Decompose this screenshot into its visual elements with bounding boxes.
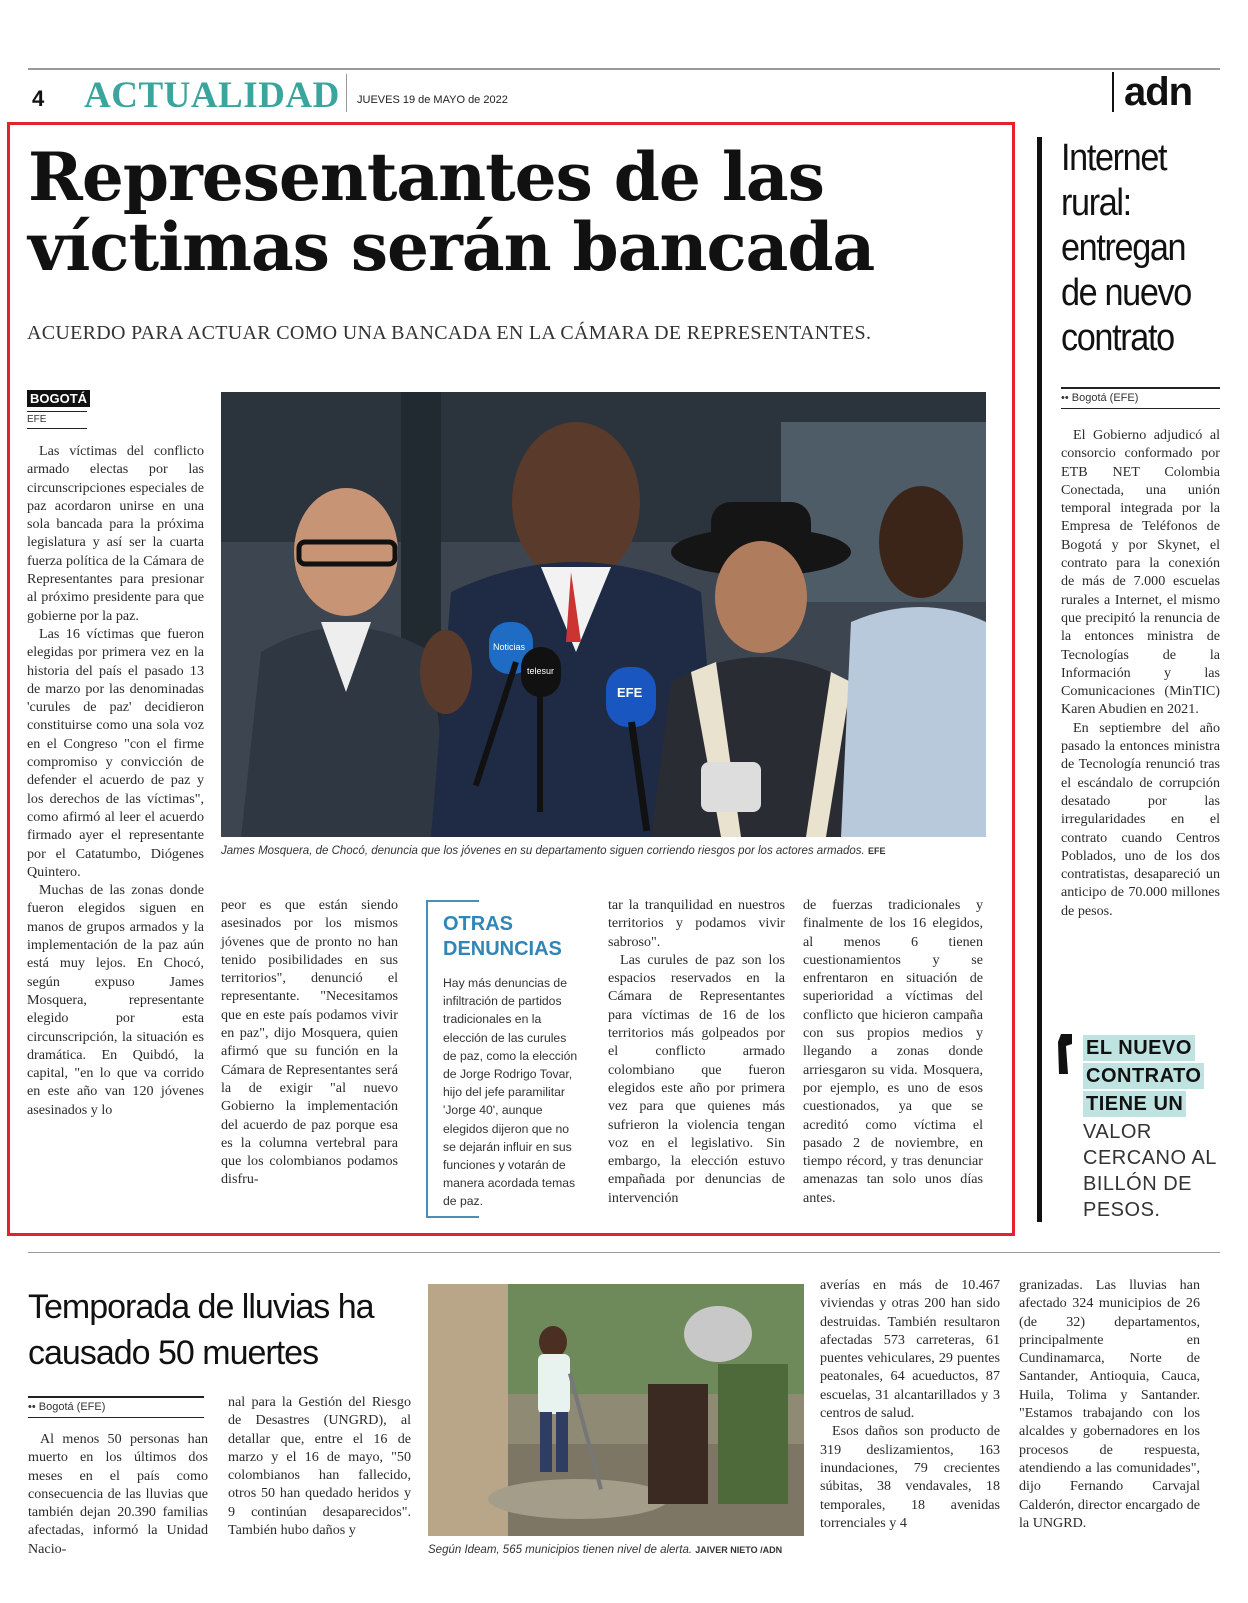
sidebar-rule (1037, 137, 1042, 1222)
dateline-source: EFE (27, 414, 47, 425)
page-number: 4 (32, 86, 45, 111)
paragraph: Esos daños son producto de 319 deslizamientos, 163 inundaciones, 79 crecientes súbitas, 38 vendavales, 18 temporales, 18 avenidas torrenciales y 4 (820, 1423, 1000, 1531)
lower-photo-caption (428, 1544, 804, 1556)
paragraph: El Gobierno adjudicó al consorcio conformado por ETB NET Colombia Conectada, una unión temporal integrada por la Empresa de Teléfonos de Bogotá y por Skynet, el contrato para la conexión de más de 7.000 escuelas rurales a Internet, el mismo que precipitó la renuncia de la entonces ministra de Tecnologías de la Información y las Comunicaciones (MinTIC) Karen Abudien en 2021. (1061, 427, 1220, 718)
main-column-4 (608, 896, 785, 1207)
paragraph: Muchas de las zonas donde fueron elegidos siguen en manos de grupos armados y la implementación de la paz aún está muy lejos. En Chocó, según expuso James Mosquera, representante elegido por esta circunscripción, la situación es dramática. En Quibdó, la capital, "en lo que va corrido en este año van 120 jóvenes asesinados y lo (27, 882, 204, 1118)
photo-credit: JAIVER NIETO /ADN (695, 1545, 783, 1555)
paragraph: granizadas. Las lluvias han afectado 324 municipios de 26 (de 32) departamentos, principalmente en Cundinamarca, Norte de Santander, Antioquia, Cauca, Huila, Tolima y Santander. "Estamos trabajando con los alcaldes y gobernadores en los procesos de respuesta, atendiendo a las comunidades", dijo Fernando Carvajal Calderón, director encargado de la UNGRD. (1019, 1277, 1200, 1531)
pull-quote-highlight: CONTRATO (1083, 1063, 1204, 1089)
paragraph: peor es que están siendo asesinados por los mismos jóvenes que de pronto no han tenido posibilidades en sus territorios", denunció el representante. "Necesitamos que en este país podamos vivir en paz", dijo Mosquera, quien afirmó que su función en la Cámara de Representantes será la de exigir "al nuevo Gobierno la implementación del acuerdo de paz porque esa es la columna vertebral para que los colombianos podamos disfru- (221, 897, 398, 1188)
box-border (426, 900, 428, 1218)
logo-bar (1112, 72, 1114, 112)
paragraph: Las víctimas del conflicto armado electas por las circunscripciones especiales de paz acordaron unirse en una sola bancada para la próxima legislatura y así ser la cuarta fuerza política de la Cámara de Representantes para presionar al próximo presidente para que gobierne por la paz. (27, 443, 204, 624)
lower-column-3 (820, 1276, 1000, 1532)
main-headline: Representantes de las víctimas serán bancada (28, 138, 875, 286)
main-photo (221, 392, 986, 837)
paragraph: Las 16 víctimas que fueron elegidas por primera vez en la historia del país el pasado 13 de marzo por las denominadas 'curules de paz' decidieron constituirse como una sola voz en el Congreso "con el firme compromiso y convicción de defender el acuerdo de paz y los derechos de las víctimas", como afirmó al leer el acuerdo firmado ayer el representante por el Catatumbo, Diógenes Quintero. (27, 625, 204, 880)
pull-quote-text: BILLÓN DE (1083, 1173, 1192, 1195)
box-border (426, 900, 479, 902)
side-body (1061, 426, 1220, 920)
box-title: OTRAS DENUNCIAS (443, 913, 562, 960)
caption-text: James Mosquera, de Chocó, denuncia que los jóvenes en su departamento siguen corriendo riesgos por los actores armados. (221, 845, 865, 857)
pull-quote (1083, 1035, 1233, 1223)
section-divider (28, 1252, 1220, 1253)
mic-label: EFE (617, 685, 643, 700)
paragraph: En septiembre del año pasado la entonces ministra de Tecnología renunció tras el escándalo de corrupción desatado por las irregularidades en el contrato cuando Centros Poblados, uno de los dos contratistas, desapareció un anticipo de 70.000 millones de pesos. (1061, 719, 1220, 919)
lower-headline: Temporada de lluvias ha causado 50 muertes (28, 1288, 374, 1372)
dateline-rule (27, 411, 87, 412)
mic-label: telesur (527, 666, 555, 676)
quote-icon (1058, 1034, 1072, 1074)
section-title: ACTUALIDAD (84, 75, 340, 116)
pull-quote-highlight: EL NUEVO (1083, 1035, 1195, 1061)
lower-source: •• Bogotá (EFE) (28, 1401, 106, 1413)
paragraph: de fuerzas tradicionales y finalmente de los 16 elegidos, al menos 6 tienen cuestionamientos y se enfrentaron en situación de superioridad a víctimas del conflicto que hicieron campaña con sus propios medios y llegando a zonas donde arriesgaron su vida. Mosquera, por ejemplo, es uno de esos cuestionados, ya que se acreditó como víctima el pasado 2 de noviembre, en tiempo récord, y tras denunciar amenazas tan solo unos días antes. (803, 897, 983, 1206)
mic-label: Noticias (493, 642, 526, 652)
side-source: •• Bogotá (EFE) (1061, 392, 1139, 404)
photo-caption (221, 845, 986, 857)
header-rule (28, 68, 1220, 70)
paragraph: averías en más de 10.467 viviendas y otras 200 han sido destruidas. También resultaron afectadas 573 carreteras, 61 puentes vehiculares, 29 puentes peatonales, 64 acueductos, 87 escuelas, 31 alcantarillados y 3 centros de salud. (820, 1277, 1000, 1422)
dateline: BOGOTÁ (27, 390, 90, 407)
pull-quote-text: PESOS. (1083, 1199, 1161, 1221)
paragraph: Al menos 50 personas han muerto en los últimos dos meses en el país como consecuencia de las lluvias que también dejan 20.390 familias afectadas, informó la Unidad Nacio- (28, 1431, 208, 1557)
lower-photo (428, 1284, 804, 1536)
side-rule (1061, 387, 1220, 389)
lower-rule (28, 1417, 204, 1418)
pull-quote-text: CERCANO AL (1083, 1147, 1217, 1169)
main-deck: ACUERDO PARA ACTUAR COMO UNA BANCADA EN LA CÁMARA DE REPRESENTANTES. (27, 322, 872, 344)
side-rule (1061, 408, 1220, 409)
paragraph: Las curules de paz son los espacios reservados en la Cámara de Representantes para víctimas de 16 de los territorios más golpeados por el conflicto armado colombiano que fueron elegidos este año por primera vez para que quienes más sufrieron la violencia tengan voz en el legislativo. Sin embargo, la elección estuvo empañada por denuncias de intervención (608, 951, 785, 1206)
paragraph: tar la tranquilidad en nuestros territorios y podamos vivir sabroso". (608, 897, 785, 950)
press-conference-illustration (221, 392, 986, 837)
dateline-rule (27, 428, 87, 429)
publication-date: JUEVES 19 de MAYO de 2022 (357, 94, 508, 106)
lower-rule (28, 1396, 204, 1398)
flood-cleanup-illustration (428, 1284, 804, 1536)
main-column-1 (27, 442, 204, 1119)
paragraph: nal para la Gestión del Riesgo de Desastres (UNGRD), al detallar que, entre el 16 de marzo y el 16 de mayo, "50 colombianos han fallecido, otros 50 han quedado heridos y 9 continúan desaparecidos". También hubo daños y (228, 1394, 411, 1539)
main-column-2 (221, 896, 398, 1189)
caption-text: Según Ideam, 565 municipios tienen nivel de alerta. (428, 1544, 693, 1556)
header-separator (346, 74, 347, 112)
lower-column-4 (1019, 1276, 1200, 1532)
box-text: Hay más denuncias de infiltración de partidos tradicionales en la elección de las curules de paz, como la elección de Jorge Rodrigo Tovar, hijo del jefe paramilitar 'Jorge 40', aunque elegidos dijeron que no se dejarán influir en sus funciones y votarán de manera acordada temas de paz. (443, 976, 578, 1209)
adn-logo: adn (1124, 70, 1193, 114)
lower-column-2 (228, 1393, 411, 1539)
box-border (426, 1216, 479, 1218)
pull-quote-highlight: TIENE UN (1083, 1091, 1186, 1117)
side-headline: Internet rural: entregan de nuevo contrato (1061, 137, 1191, 359)
pull-quote-text: VALOR (1083, 1121, 1152, 1143)
main-column-5 (803, 896, 983, 1207)
photo-credit: EFE (867, 846, 886, 856)
lower-column-1 (28, 1430, 208, 1558)
